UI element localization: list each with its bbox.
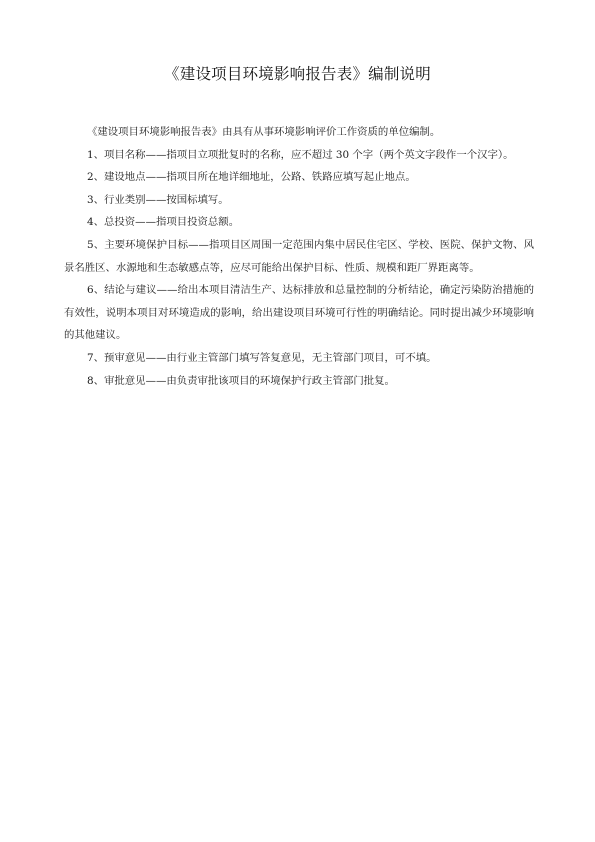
item-approval-opinion: 8、审批意见——由负责审批该项目的环境保护行政主管部门批复。 — [87, 374, 395, 387]
item-construction-site: 2、建设地点——指项目所在地详细地址，公路、铁路应填写起止地点。 — [87, 171, 416, 184]
item-protection-targets: 5、主要环境保护目标——指项目区周围一定范围内集中居民住宅区、学校、医院、保护文物、风景名胜区、水源地和生态敏感点等，应尽可能给出保护目标、性质、规模和距厂界距离等。 — [64, 238, 534, 274]
item-conclusions: 6、结论与建议——给出本项目清洁生产、达标排放和总量控制的分析结论，确定污染防治措施的有效性，说明本项目对环境造成的影响，给出建设项目环境可行性的明确结论。同时提出减少环境影响的其他建议。 — [64, 284, 534, 342]
instructions-body — [64, 121, 534, 392]
item-preliminary-review: 7、预审意见——由行业主管部门填写答复意见，无主管部门项目，可不填。 — [87, 351, 437, 364]
item-industry-category: 3、行业类别——按国标填写。 — [87, 193, 229, 206]
intro-paragraph: 《建设项目环境影响报告表》由具有从事环境影响评价工作资质的单位编制。 — [87, 126, 441, 138]
item-project-name: 1、项目名称——指项目立项批复时的名称，应不超过 30 个字（两个英文字段作一个汉字）。 — [87, 148, 514, 161]
item-total-investment: 4、总投资——指项目投资总额。 — [87, 216, 240, 229]
document-title: 《建设项目环境影响报告表》编制说明 — [164, 65, 431, 83]
